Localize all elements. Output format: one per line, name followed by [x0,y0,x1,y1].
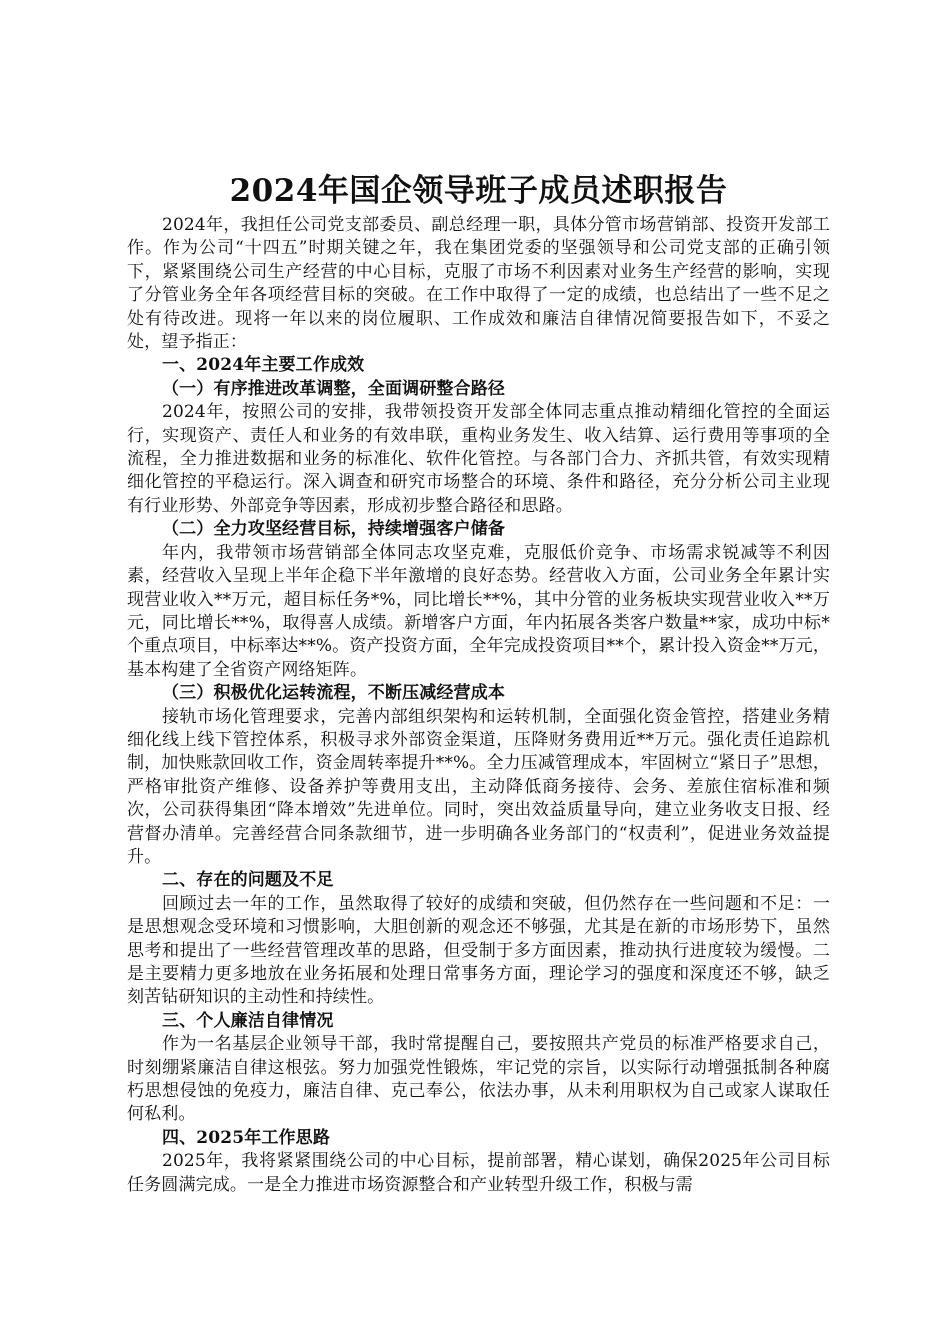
paragraph-integrity: 作为一名基层企业领导干部，我时常提醒自己，要按照共产党员的标准严格要求自己，时刻绷紧廉洁自律这根弦。努力加强党性锻炼，牢记党的宗旨，以实际行动增强抵制各种腐朽思想侵蚀的免疫力，廉洁自律、克己奉公，依法办事，从未利用职权为自己或家人谋取任何私利。 [127,1034,830,1125]
section-heading-integrity: 三、个人廉洁自律情况 [162,1010,334,1031]
section-heading-achievements: 一、2024年主要工作成效 [162,355,365,376]
paragraph-2025-plan: 2025年，我将紧紧围绕公司的中心目标，提前部署，精心谋划，确保2025年公司目标任务圆满完成。一是全力推进市场资源整合和产业转型升级工作，积极与需 [127,1151,830,1195]
paragraph-problems: 回顾过去一年的工作，虽然取得了较好的成绩和突破，但仍然存在一些问题和不足：一是思想观念受环境和习惯影响，大胆创新的观念还不够强，尤其是在新的市场形势下，虽然思考和提出了一些经营管理改革的思路，但受制于多方面因素，推动执行进度较为缓慢。二是主要精力更多地放在业务拓展和处理日常事务方面，理论学习的强度和深度还不够，缺乏刻苦钻研知识的主动性和持续性。 [127,893,830,1008]
subsection-heading-cost-reduction: （三）积极优化运转流程，不断压减经营成本 [162,683,505,704]
paragraph-cost-reduction: 接轨市场化管理要求，完善内部组织架构和运转机制，全面强化资金管控，搭建业务精细化线上线下管控体系，积极寻求外部资金渠道，压降财务费用近**万元。强化责任追踪机制，加快账款回收工作，资金周转率提升**%。全力压减管理成本，牢固树立“紧日子”思想，严格审批资产维修、设备养护等费用支出，主动降低商务接待、会务、差旅住宿标准和频次，公司获得集团“降本增效”先进单位。同时，突出效益质量导向，建立业务收支日报、经营督办清单。完善经营合同条款细节，进一步明确各业务部门的“权责利”，促进业务效益提升。 [127,706,830,867]
paragraph-reform: 2024年，按照公司的安排，我带领投资开发部全体同志重点推动精细化管控的全面运行，实现资产、责任人和业务的有效串联，重构业务发生、收入结算、运行费用等事项的全流程，全力推进数据和业务的标准化、软件化管控。与各部门合力、齐抓共管，有效实现精细化管控的平稳运行。深入调查和研究市场整合的环境、条件和路径，充分分析公司主业现有行业形势、外部竞争等因素，形成初步整合路径和思路。 [127,402,830,516]
subsection-heading-business-targets: （二）全力攻坚经营目标，持续增强客户储备 [162,519,505,540]
document-title: 2024年国企领导班子成员述职报告 [229,173,728,209]
intro-paragraph: 2024年，我担任公司党支部委员、副总经理一职，具体分管市场营销部、投资开发部工作。作为公司“十四五”时期关键之年，我在集团党委的坚强领导和公司党支部的正确引领下，紧紧围绕公司生产经营的中心目标，克服了市场不利因素对业务生产经营的影响，实现了分管业务全年各项经营目标的突破。在工作中取得了一定的成绩，也总结出了一些不足之处有待改进。现将一年以来的岗位履职、工作成效和廉洁自律情况简要报告如下，不妥之处，望予指正： [127,215,830,353]
subsection-heading-reform: （一）有序推进改革调整，全面调研整合路径 [162,378,505,399]
paragraph-business-targets: 年内，我带领市场营销部全体同志攻坚克难，克服低价竞争、市场需求锐减等不利因素，经营收入呈现上半年企稳下半年激增的良好态势。经营收入方面，公司业务全年累计实现营业收入**万元，超目标任务*%，同比增长**%，其中分管的业务板块实现营业收入**万元，同比增长**%，取得喜人成绩。新增客户方面，年内拓展各类客户数量**家，成功中标*个重点项目，中标率达**%。资产投资方面，全年完成投资项目**个，累计投入资金**万元，基本构建了全省资产网络矩阵。 [127,542,830,680]
document-body [127,170,830,1197]
section-heading-2025-plan: 四、2025年工作思路 [162,1127,330,1148]
section-heading-problems: 二、存在的问题及不足 [162,870,334,891]
